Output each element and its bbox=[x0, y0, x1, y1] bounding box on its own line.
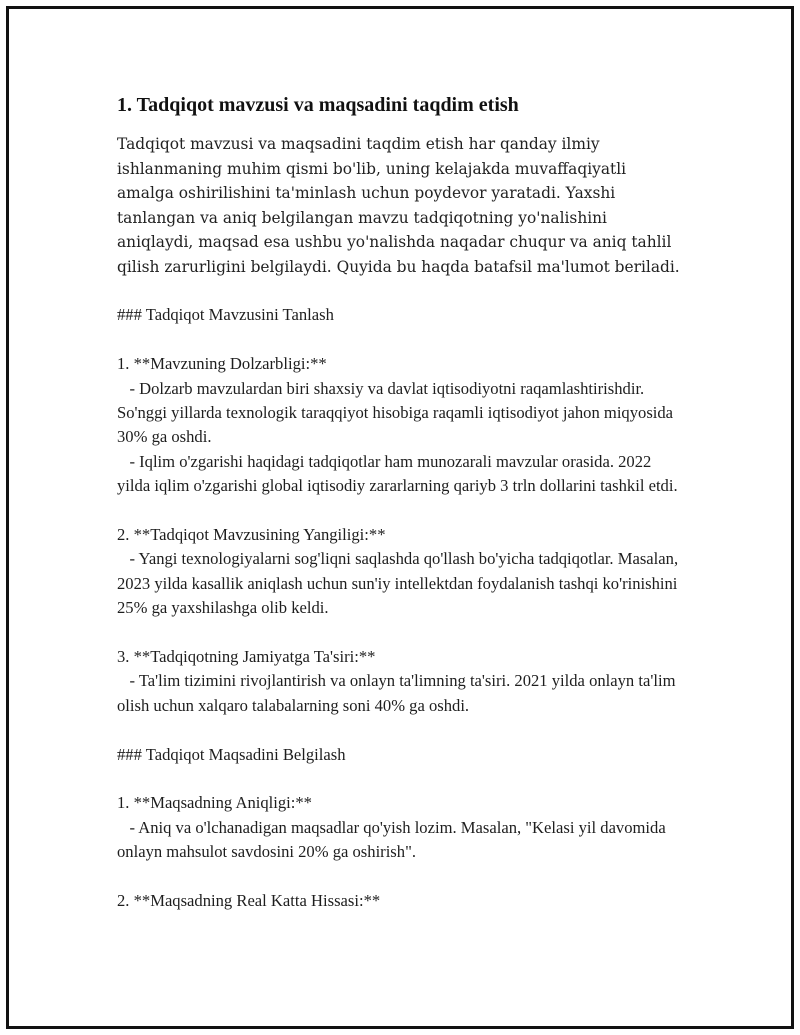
spacer bbox=[117, 279, 687, 303]
list-item-point: - Ta'lim tizimini rivojlantirish va onlayn ta'limning ta'siri. 2021 yilda onlayn ta'lim olish uchun xalqaro talabalarning soni 40% ga oshdi. bbox=[117, 671, 680, 715]
spacer bbox=[117, 499, 687, 523]
section-title: 1. Tadqiqot mavzusi va maqsadini taqdim etish bbox=[117, 94, 519, 116]
subsection-heading-goal: ### Tadqiqot Maqsadini Belgilash bbox=[117, 744, 346, 764]
list-item-point: - Yangi texnologiyalarni sog'liqni saqlashda qo'llash bo'yicha tadqiqotlar. Masalan, 2023 yilda kasallik aniqlash uchun sun'iy intellektdan foydalanish tashqi ko'rinishini 25% ga yaxshilashga olib keldi. bbox=[117, 549, 683, 618]
spacer bbox=[117, 328, 687, 352]
list-item-point: - Aniq va o'lchanadigan maqsadlar qo'yish lozim. Masalan, "Kelasi yil davomida onlayn mahsulot savdosini 20% ga oshirish". bbox=[117, 817, 670, 862]
spacer bbox=[117, 767, 687, 791]
document-content bbox=[117, 92, 687, 913]
list-item-title-impact: 3. **Tadqiqotning Jamiyatga Ta'siri:** bbox=[117, 647, 376, 667]
list-item-point: - Iqlim o'zgarishi haqidagi tadqiqotlar ham munozarali mavzular orasida. 2022 yilda iqlim o'zgarishi global iqtisodiy zararlarning qariyb 3 trln dollarini tashkil etdi. bbox=[117, 451, 678, 496]
list-item-title-novelty: 2. **Tadqiqot Mavzusining Yangiligi:** bbox=[117, 525, 386, 545]
spacer bbox=[117, 865, 687, 889]
subsection-heading-topic: ### Tadqiqot Mavzusini Tanlash bbox=[117, 305, 334, 325]
list-item-title-contribution: 2. **Maqsadning Real Katta Hissasi:** bbox=[117, 891, 381, 911]
list-item-title-clarity: 1. **Maqsadning Aniqligi:** bbox=[117, 793, 312, 813]
spacer bbox=[117, 621, 687, 645]
intro-paragraph: Tadqiqot mavzusi va maqsadini taqdim etish har qanday ilmiy ishlanmaning muhim qismi bo'lib, uning kelajakda muvaffaqiyatli amalga oshirilishini ta'minlash uchun poydevor yaratadi. Yaxshi tanlangan va aniq belgilangan mavzu tadqiqotning yo'nalishini aniqlaydi, maqsad esa ushbu yo'nalishda naqadar chuqur va aniq tahlil qilish zarurligini belgilaydi. Quyida bu haqda batafsil ma'lumot beriladi. bbox=[117, 135, 680, 276]
list-item-title-relevance: 1. **Mavzuning Dolzarbligi:** bbox=[117, 354, 327, 374]
list-item-point: - Dolzarb mavzulardan biri shaxsiy va davlat iqtisodiyotni raqamlashtirishdir. So'nggi yillarda texnologik taraqqiyot hisobiga raqamli iqtisodiyot jahon miqyosida 30% ga oshdi. bbox=[117, 378, 678, 447]
spacer bbox=[117, 718, 687, 742]
